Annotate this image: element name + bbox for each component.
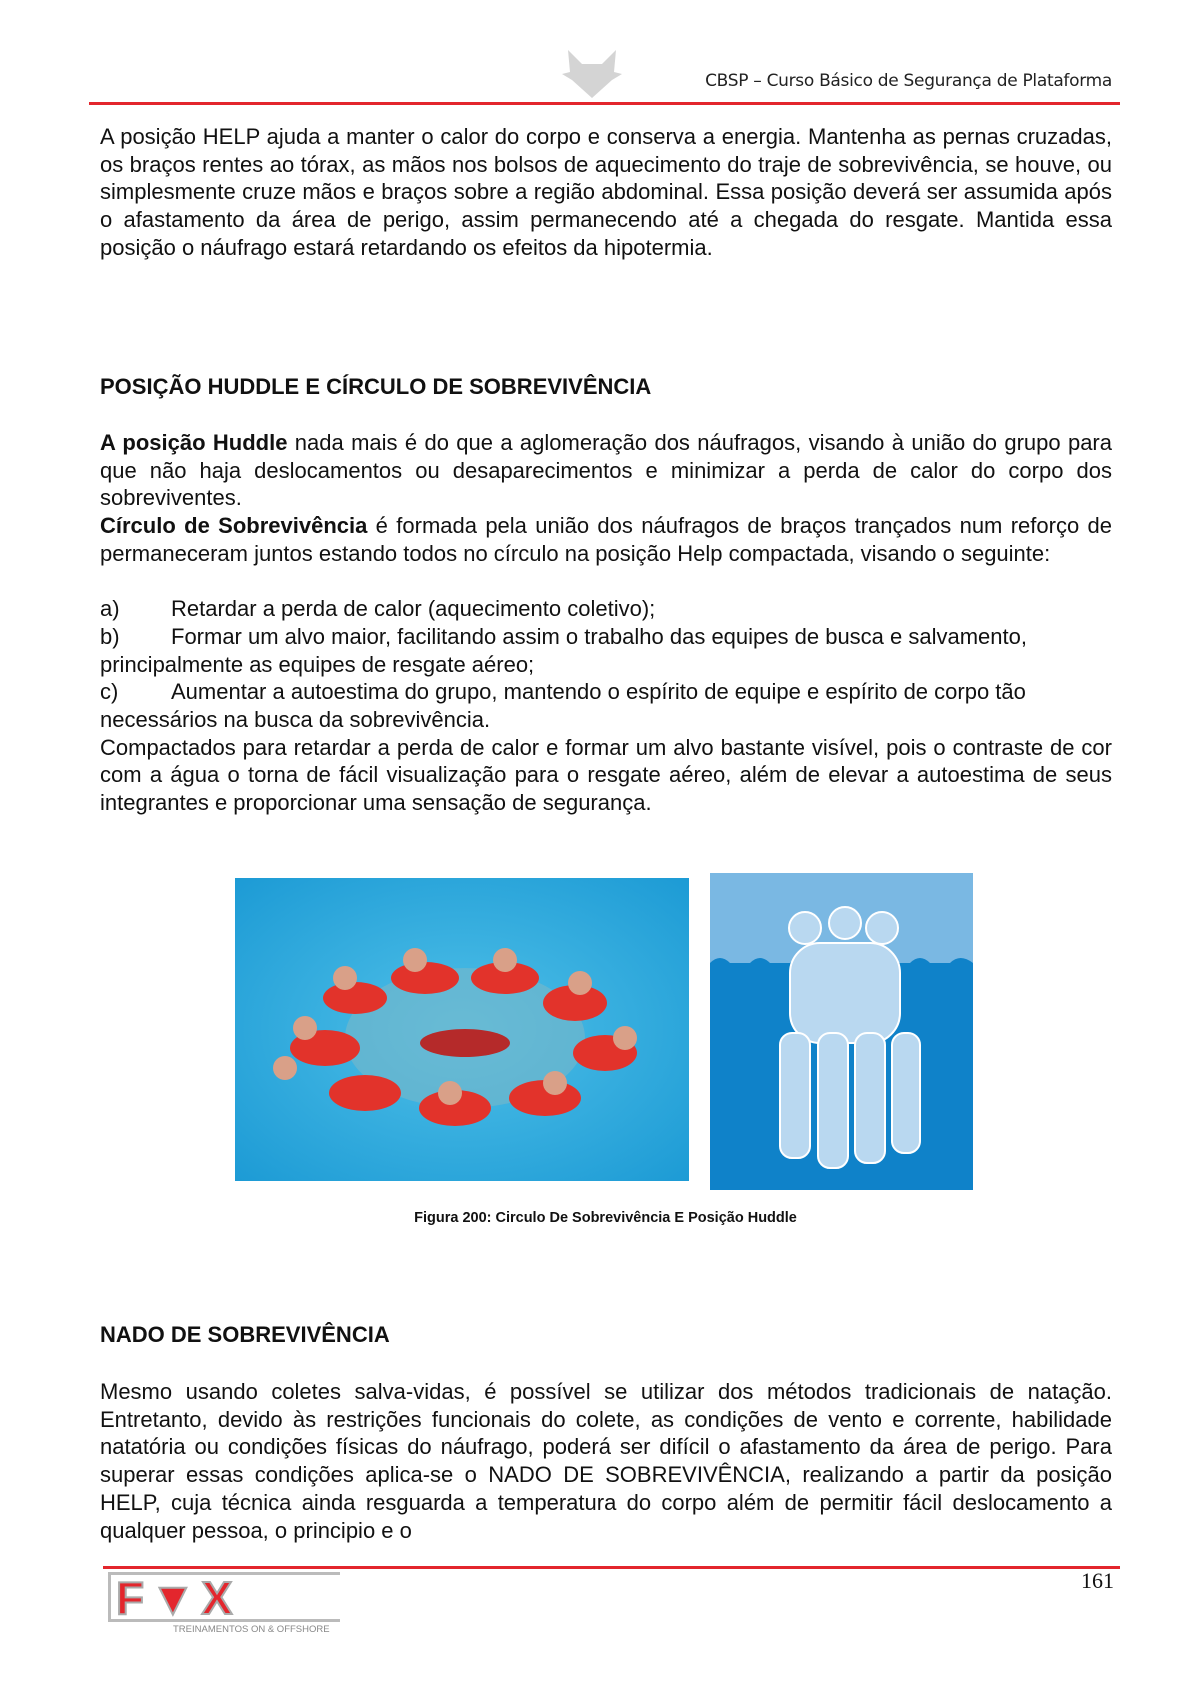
- list-continuation: necessários na busca da sobrevivência.: [100, 707, 491, 733]
- list-text: Retardar a perda de calor (aquecimento coletivo);: [171, 596, 656, 622]
- header-title: CBSP – Curso Básico de Segurança de Plataforma: [705, 71, 1112, 91]
- list-item: [100, 623, 1112, 651]
- term-huddle: A posição Huddle: [100, 430, 288, 455]
- figure-caption: Figura 200: Circulo De Sobrevivência E Posição Huddle: [414, 1210, 797, 1226]
- huddle-paragraph: [100, 429, 1112, 512]
- huddle-definition: nada mais é do que a aglomeração dos náufragos, visando à união do grupo para que não haja deslocamentos ou desaparecimentos e minimizar a perda de calor do corpo dos sobreviventes.: [100, 430, 1112, 511]
- header-rule: [89, 102, 1120, 105]
- list-item: [100, 678, 1112, 706]
- section-heading-swim: NADO DE SOBREVIVÊNCIA: [100, 1322, 390, 1347]
- term-circle: Círculo de Sobrevivência: [100, 513, 368, 539]
- list-text: Aumentar a autoestima do grupo, mantendo o espírito de equipe e espírito de corpo tão: [171, 679, 1026, 705]
- swim-paragraph: Mesmo usando coletes salva-vidas, é possível se utilizar dos métodos tradicionais de natação. Entretanto, devido às restrições funcionais do colete, as condições de vento e corrente, habilidade natatória ou condições físicas do náufrago, poderá ser difícil o afastamento da área de perigo. Para superar essas condições aplica-se o NADO DE SOBREVIVÊNCIA, realizando a partir da posição HELP, cuja técnica ainda resguarda a temperatura do corpo além de permitir fácil deslocamento a qualquer pessoa, o principio e o: [100, 1379, 1112, 1543]
- list-key: b): [100, 623, 120, 649]
- logo-tagline: TREINAMENTOS ON & OFFSHORE: [173, 1624, 330, 1635]
- intro-paragraph: A posição HELP ajuda a manter o calor do corpo e conserva a energia. Mantenha as pernas cruzadas, os braços rentes ao tórax, as mãos nos bolsos de aquecimento do traje de sobrevivência, se houve, ou simplesmente cruze mãos e braços sobre a região abdominal. Essa posição deverá ser assumida após o afastamento da área de perigo, assim permanecendo até a chegada do resgate. Mantida essa posição o náufrago estará retardando os efeitos da hipotermia.: [100, 124, 1112, 260]
- list-text: Formar um alvo maior, facilitando assim o trabalho das equipes de busca e salvamento,: [171, 623, 1027, 649]
- list-key: c): [100, 679, 119, 705]
- huddle-body: [100, 429, 1112, 817]
- logo-wordmark: F▼X: [116, 1572, 239, 1624]
- compact-paragraph: Compactados para retardar a perda de calor e formar um alvo bastante visível, pois o contraste de cor com a água o torna de fácil visualização para o resgate aéreo, além de elevar a autoestima de seus integrantes e proporcionar uma sensação de segurança.: [100, 734, 1112, 816]
- list-item: [100, 595, 1112, 623]
- section-heading-huddle: POSIÇÃO HUDDLE E CÍRCULO DE SOBREVIVÊNCIA: [100, 374, 652, 399]
- list-key: a): [100, 596, 120, 622]
- survival-circle-photo: [235, 878, 689, 1181]
- circle-definition: é formada pela união dos náufragos de braços trançados num reforço de permaneceram juntos estando todos no círculo na posição Help compactada, visando o seguinte:: [100, 513, 1113, 566]
- footer-rule: [103, 1566, 1120, 1569]
- huddle-position-illustration: [710, 873, 973, 1190]
- circle-paragraph: [100, 512, 1112, 567]
- fox-watermark-icon: [562, 50, 622, 98]
- list-continuation: principalmente as equipes de resgate aéreo;: [100, 651, 535, 677]
- page-number: 161: [1081, 1568, 1114, 1593]
- fox-logo: [108, 1572, 340, 1638]
